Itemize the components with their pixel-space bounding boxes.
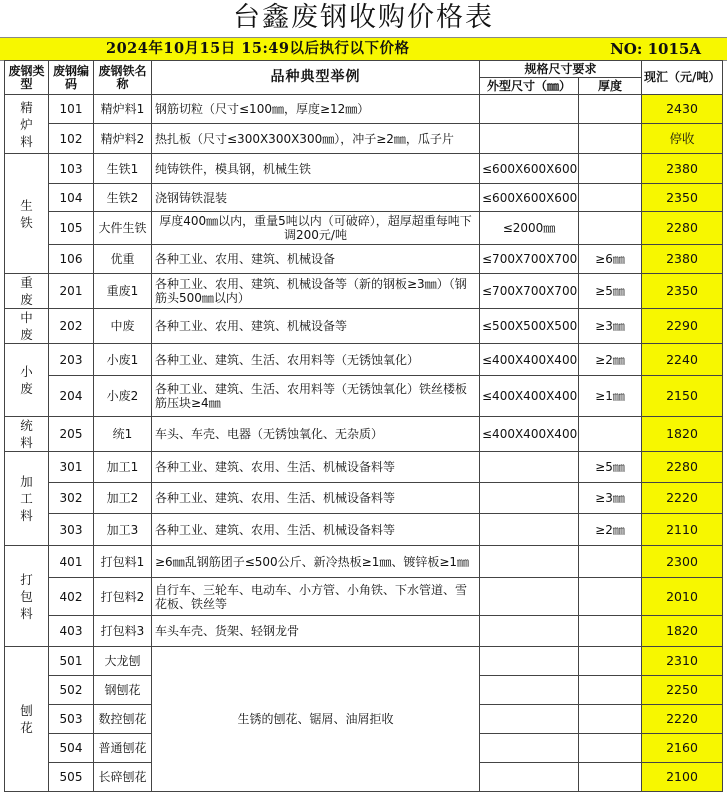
example-cell: 各种工业、建筑、农用、生活、机械设备料等 <box>152 452 480 483</box>
table-row <box>5 578 723 616</box>
header-example: 品种典型举例 <box>152 61 480 95</box>
category-tongliao <box>5 417 49 452</box>
thickness-cell: ≥5㎜ <box>579 274 642 309</box>
example-cell: 车头、车壳、电器（无锈蚀氧化、无杂质） <box>152 417 480 452</box>
code-cell: 103 <box>49 154 94 184</box>
example-cell: 各种工业、建筑、生活、农用料等（无锈蚀氧化）铁丝楼板筋压块≥4㎜ <box>152 376 480 417</box>
thickness-cell <box>579 763 642 792</box>
thickness-cell <box>579 212 642 245</box>
example-cell: 各种工业、农用、建筑、机械设备等（新的钢板≥3㎜）（钢筋头500㎜以内） <box>152 274 480 309</box>
code-cell: 101 <box>49 95 94 124</box>
header-outer-size: 外型尺寸（㎜） <box>480 78 579 95</box>
name-cell: 大件生铁 <box>94 212 152 245</box>
table-row <box>5 309 723 344</box>
name-cell: 普通刨花 <box>94 734 152 763</box>
category-dabao <box>5 546 49 647</box>
example-cell: 各种工业、建筑、农用、生活、机械设备料等 <box>152 514 480 546</box>
price-cell: 2110 <box>642 514 723 546</box>
name-cell: 打包料2 <box>94 578 152 616</box>
category-baohua <box>5 647 49 792</box>
code-cell: 502 <box>49 676 94 705</box>
name-cell: 统1 <box>94 417 152 452</box>
category-xiaofei <box>5 344 49 417</box>
table-row <box>5 376 723 417</box>
example-cell: 自行车、三轮车、电动车、小方管、小角铁、下水管道、雪花板、铁丝等 <box>152 578 480 616</box>
thickness-cell: ≥3㎜ <box>579 483 642 514</box>
name-cell: 数控刨花 <box>94 705 152 734</box>
outer-size-cell <box>480 578 579 616</box>
thickness-cell <box>579 417 642 452</box>
price-cell: 2250 <box>642 676 723 705</box>
example-cell: 各种工业、建筑、生活、农用料等（无锈蚀氧化） <box>152 344 480 376</box>
table-row <box>5 483 723 514</box>
table-row <box>5 344 723 376</box>
name-cell: 生铁2 <box>94 184 152 212</box>
name-cell: 中废 <box>94 309 152 344</box>
code-cell: 205 <box>49 417 94 452</box>
name-cell: 小废2 <box>94 376 152 417</box>
outer-size-cell <box>480 676 579 705</box>
category-zhongfei <box>5 274 49 309</box>
outer-size-cell <box>480 95 579 124</box>
outer-size-cell: ≤600X600X600 <box>480 184 579 212</box>
outer-size-cell <box>480 705 579 734</box>
price-cell: 2220 <box>642 483 723 514</box>
category-label: 统料 <box>20 418 33 450</box>
price-cell: 2280 <box>642 212 723 245</box>
code-cell: 501 <box>49 647 94 676</box>
category-zhongfei2 <box>5 309 49 344</box>
table-row <box>5 274 723 309</box>
name-cell: 加工1 <box>94 452 152 483</box>
code-cell: 102 <box>49 124 94 154</box>
thickness-cell <box>579 705 642 734</box>
price-cell: 2220 <box>642 705 723 734</box>
code-cell: 202 <box>49 309 94 344</box>
thickness-cell: ≥2㎜ <box>579 514 642 546</box>
document-number: NO: 1015A <box>610 40 701 58</box>
price-cell: 2100 <box>642 763 723 792</box>
category-label: 生铁 <box>20 197 33 230</box>
example-cell: ≥6㎜乱钢筋团子≤500公斤、新冷热板≥1㎜、镀锌板≥1㎜ <box>152 546 480 578</box>
price-cell: 2380 <box>642 245 723 274</box>
code-cell: 104 <box>49 184 94 212</box>
outer-size-cell: ≤400X400X400 <box>480 417 579 452</box>
header-spec: 规格尺寸要求 <box>480 61 642 78</box>
table-row <box>5 245 723 274</box>
thickness-cell <box>579 616 642 647</box>
category-label: 精炉料 <box>20 99 33 149</box>
code-cell: 302 <box>49 483 94 514</box>
price-cell: 2010 <box>642 578 723 616</box>
example-cell: 浇钢铸铁混装 <box>152 184 480 212</box>
code-cell: 504 <box>49 734 94 763</box>
thickness-cell: ≥6㎜ <box>579 245 642 274</box>
name-cell: 打包料1 <box>94 546 152 578</box>
table-row <box>5 514 723 546</box>
outer-size-cell: ≤400X400X400 <box>480 344 579 376</box>
table-row <box>5 95 723 124</box>
effective-notice: 2024年10月15日 15:49以后执行以下价格 <box>106 40 410 57</box>
name-cell: 小废1 <box>94 344 152 376</box>
thickness-cell: ≥1㎜ <box>579 376 642 417</box>
code-cell: 201 <box>49 274 94 309</box>
table-row <box>5 184 723 212</box>
price-table <box>4 60 723 792</box>
code-cell: 503 <box>49 705 94 734</box>
thickness-cell <box>579 184 642 212</box>
price-cell: 2150 <box>642 376 723 417</box>
outer-size-cell: ≤400X400X400 <box>480 376 579 417</box>
price-cell: 2290 <box>642 309 723 344</box>
thickness-cell <box>579 124 642 154</box>
name-cell: 精炉料2 <box>94 124 152 154</box>
example-cell: 钢筋切粒（尺寸≤100㎜，厚度≥12㎜） <box>152 95 480 124</box>
price-cell: 2160 <box>642 734 723 763</box>
thickness-cell <box>579 95 642 124</box>
example-cell: 车头车壳、货架、轻钢龙骨 <box>152 616 480 647</box>
example-cell: 各种工业、建筑、农用、生活、机械设备料等 <box>152 483 480 514</box>
outer-size-cell <box>480 546 579 578</box>
category-shengtie <box>5 154 49 274</box>
header-code: 废钢编码 <box>49 61 94 95</box>
category-label: 加工料 <box>20 474 33 523</box>
thickness-cell <box>579 154 642 184</box>
table-row <box>5 212 723 245</box>
outer-size-cell <box>480 483 579 514</box>
table-row <box>5 417 723 452</box>
price-cell: 2300 <box>642 546 723 578</box>
thickness-cell <box>579 647 642 676</box>
price-cell: 停收 <box>642 124 723 154</box>
name-cell: 加工3 <box>94 514 152 546</box>
outer-size-cell: ≤700X700X700 <box>480 245 579 274</box>
outer-size-cell <box>480 647 579 676</box>
price-cell: 2240 <box>642 344 723 376</box>
thickness-cell: ≥3㎜ <box>579 309 642 344</box>
category-label: 重废 <box>20 275 33 307</box>
example-cell: 纯铸铁件，模具钢，机械生铁 <box>152 154 480 184</box>
page-title: 台鑫废钢收购价格表 <box>233 2 494 33</box>
outer-size-cell <box>480 452 579 483</box>
table-row <box>5 154 723 184</box>
table-row <box>5 124 723 154</box>
outer-size-cell <box>480 734 579 763</box>
thickness-cell <box>579 676 642 705</box>
name-cell: 加工2 <box>94 483 152 514</box>
name-cell: 生铁1 <box>94 154 152 184</box>
table-row <box>5 616 723 647</box>
price-cell: 2280 <box>642 452 723 483</box>
category-jinglu <box>5 95 49 154</box>
code-cell: 303 <box>49 514 94 546</box>
outer-size-cell <box>480 616 579 647</box>
outer-size-cell: ≤2000㎜ <box>480 212 579 245</box>
notice-bar <box>0 37 727 61</box>
code-cell: 402 <box>49 578 94 616</box>
category-label: 小废 <box>20 364 33 396</box>
code-cell: 105 <box>49 212 94 245</box>
example-cell: 各种工业、农用、建筑、机械设备 <box>152 245 480 274</box>
example-cell: 各种工业、农用、建筑、机械设备等 <box>152 309 480 344</box>
name-cell: 精炉料1 <box>94 95 152 124</box>
thickness-cell <box>579 546 642 578</box>
header-thickness: 厚度 <box>579 78 642 95</box>
header-type: 废钢类型 <box>5 61 49 95</box>
outer-size-cell <box>480 124 579 154</box>
header-price: 现汇（元/吨） <box>642 61 723 95</box>
price-cell: 2430 <box>642 95 723 124</box>
header-name: 废钢铁名称 <box>94 61 152 95</box>
price-cell: 2350 <box>642 184 723 212</box>
outer-size-cell <box>480 514 579 546</box>
thickness-cell <box>579 578 642 616</box>
outer-size-cell: ≤600X600X600 <box>480 154 579 184</box>
table-row <box>5 452 723 483</box>
name-cell: 大龙刨 <box>94 647 152 676</box>
table-body <box>5 95 723 792</box>
price-cell: 2380 <box>642 154 723 184</box>
code-cell: 505 <box>49 763 94 792</box>
name-cell: 打包料3 <box>94 616 152 647</box>
price-cell: 1820 <box>642 417 723 452</box>
code-cell: 301 <box>49 452 94 483</box>
category-label: 中废 <box>20 310 33 342</box>
outer-size-cell: ≤500X500X500 <box>480 309 579 344</box>
code-cell: 204 <box>49 376 94 417</box>
price-cell: 1820 <box>642 616 723 647</box>
name-cell: 钢刨花 <box>94 676 152 705</box>
category-label: 刨花 <box>20 703 33 735</box>
outer-size-cell: ≤700X700X700 <box>480 274 579 309</box>
code-cell: 403 <box>49 616 94 647</box>
code-cell: 106 <box>49 245 94 274</box>
thickness-cell <box>579 734 642 763</box>
thickness-cell: ≥2㎜ <box>579 344 642 376</box>
price-cell: 2310 <box>642 647 723 676</box>
table-row <box>5 546 723 578</box>
example-cell: 热扎板（尺寸≤300X300X300㎜），冲子≥2㎜，瓜子片 <box>152 124 480 154</box>
name-cell: 重废1 <box>94 274 152 309</box>
category-label: 打包料 <box>20 571 33 621</box>
name-cell: 长碎刨花 <box>94 763 152 792</box>
name-cell: 优重 <box>94 245 152 274</box>
code-cell: 203 <box>49 344 94 376</box>
price-cell: 2350 <box>642 274 723 309</box>
example-cell: 厚度400㎜以内，重量5吨以内（可破碎），超厚超重每吨下调200元/吨 <box>152 212 480 245</box>
table-row <box>5 647 723 676</box>
code-cell: 401 <box>49 546 94 578</box>
outer-size-cell <box>480 763 579 792</box>
example-cell: 生锈的刨花、锯屑、油屑拒收 <box>152 647 480 792</box>
thickness-cell: ≥5㎜ <box>579 452 642 483</box>
category-jiagong <box>5 452 49 546</box>
